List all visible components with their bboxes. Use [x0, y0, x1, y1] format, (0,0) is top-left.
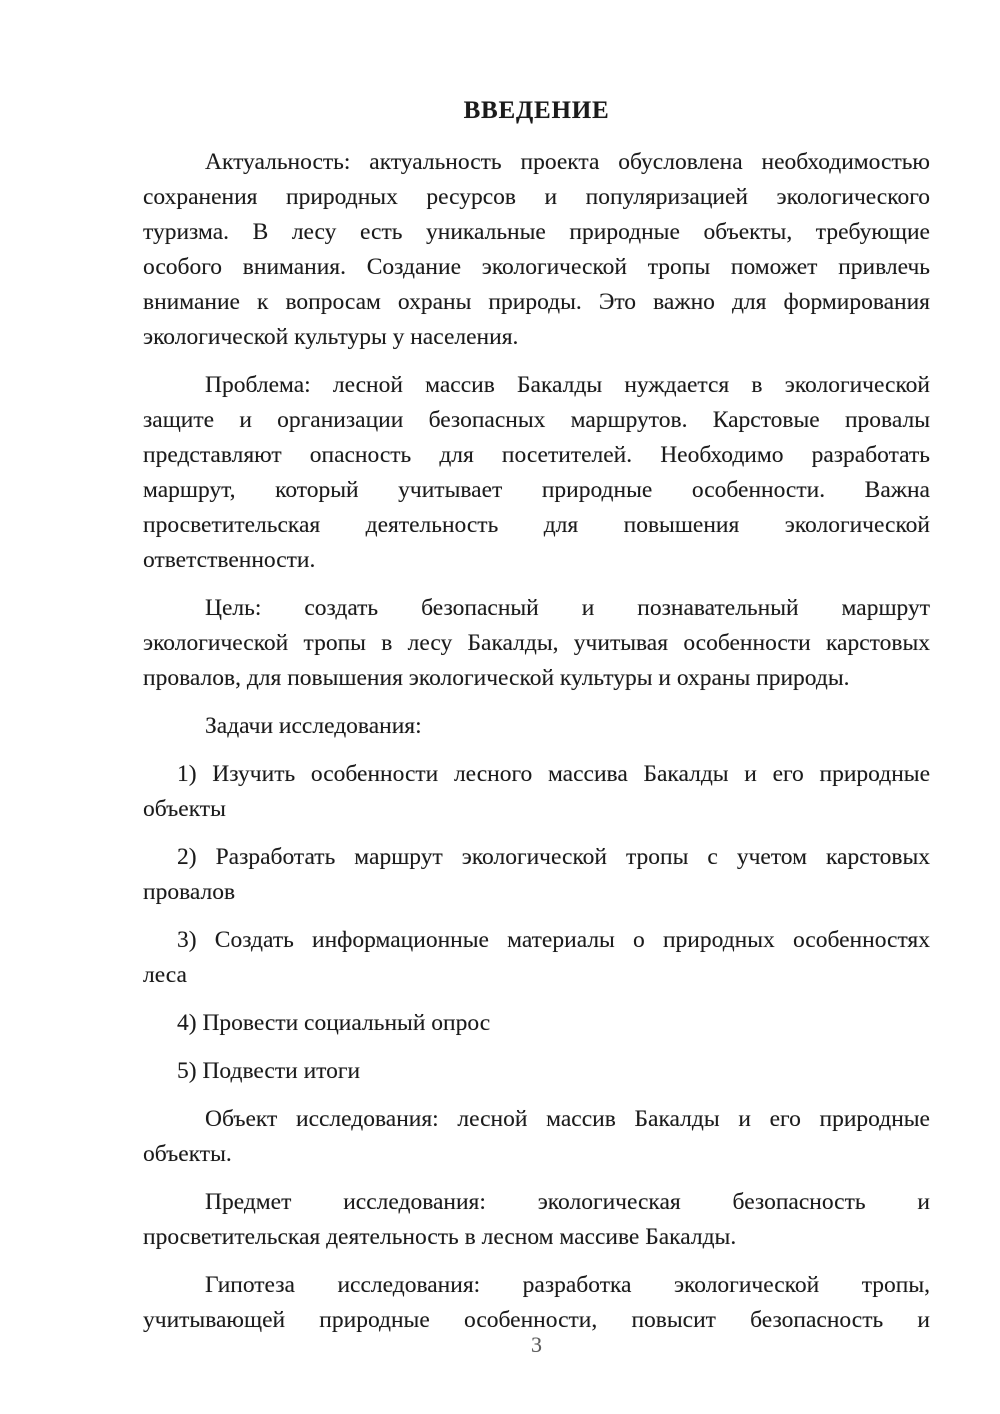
tasks-heading — [143, 709, 930, 744]
text-line: 5) Подвести итоги — [177, 1058, 361, 1084]
text-line: провалов — [143, 879, 236, 905]
text-line: 2) Разработать маршрут экологической тропы с учетом карстовых — [177, 844, 930, 870]
document-content — [143, 0, 930, 1351]
text-line: защите и организации безопасных маршрутов. Карстовые провалы — [143, 407, 930, 433]
task-item-4 — [143, 1006, 930, 1041]
page-number: 3 — [531, 1332, 542, 1357]
text-line: объекты — [143, 796, 226, 822]
paragraph-object — [143, 1102, 930, 1172]
text-line: маршрут, который учитывает природные особенности. Важна — [143, 477, 930, 503]
paragraph-hypothesis — [143, 1268, 930, 1338]
task-item-3 — [143, 923, 930, 993]
text-line: просветительская деятельность для повышения экологической — [143, 512, 930, 538]
text-line: представляют опасность для посетителей. Необходимо разработать — [143, 442, 930, 468]
text-line: Гипотеза исследования: разработка экологической тропы, — [205, 1272, 930, 1298]
document-title: ВВЕДЕНИЕ — [463, 97, 610, 124]
text-line: просветительская деятельность в лесном массиве Бакалды. — [143, 1224, 737, 1250]
paragraph-goal — [143, 591, 930, 696]
text-line: особого внимания. Создание экологической тропы поможет привлечь — [143, 254, 930, 280]
text-line: 3) Создать информационные материалы о природных особенностях — [177, 927, 930, 953]
text-line: Проблема: лесной массив Бакалды нуждается в экологической — [205, 372, 930, 398]
text-line: Объект исследования: лесной массив Бакалды и его природные — [205, 1106, 930, 1132]
task-item-1 — [143, 757, 930, 827]
text-line: Предмет исследования: экологическая безопасность и — [205, 1189, 930, 1215]
task-item-2 — [143, 840, 930, 910]
text-line: объекты. — [143, 1141, 232, 1167]
text-line: провалов, для повышения экологической культуры и охраны природы. — [143, 665, 850, 691]
text-line: 4) Провести социальный опрос — [177, 1010, 491, 1036]
text-line: 1) Изучить особенности лесного массива Бакалды и его природные — [177, 761, 930, 787]
paragraph-relevance — [143, 145, 930, 355]
text-line: ответственности. — [143, 547, 316, 573]
text-line: учитывающей природные особенности, повысит безопасность и — [143, 1307, 930, 1333]
text-line: экологической тропы в лесу Бакалды, учитывая особенности карстовых — [143, 630, 930, 656]
paragraph-problem — [143, 368, 930, 578]
task-item-5 — [143, 1054, 930, 1089]
text-line: Задачи исследования: — [205, 713, 422, 739]
text-line: экологической культуры у населения. — [143, 324, 519, 350]
text-line: сохранения природных ресурсов и популяризацией экологического — [143, 184, 930, 210]
text-line: Актуальность: актуальность проекта обусловлена необходимостью — [205, 149, 930, 175]
text-line: туризма. В лесу есть уникальные природные объекты, требующие — [143, 219, 930, 245]
text-line: леса — [143, 962, 187, 988]
text-line: внимание к вопросам охраны природы. Это важно для формирования — [143, 289, 930, 315]
paragraph-subject — [143, 1185, 930, 1255]
text-line: Цель: создать безопасный и познавательный маршрут — [205, 595, 930, 621]
